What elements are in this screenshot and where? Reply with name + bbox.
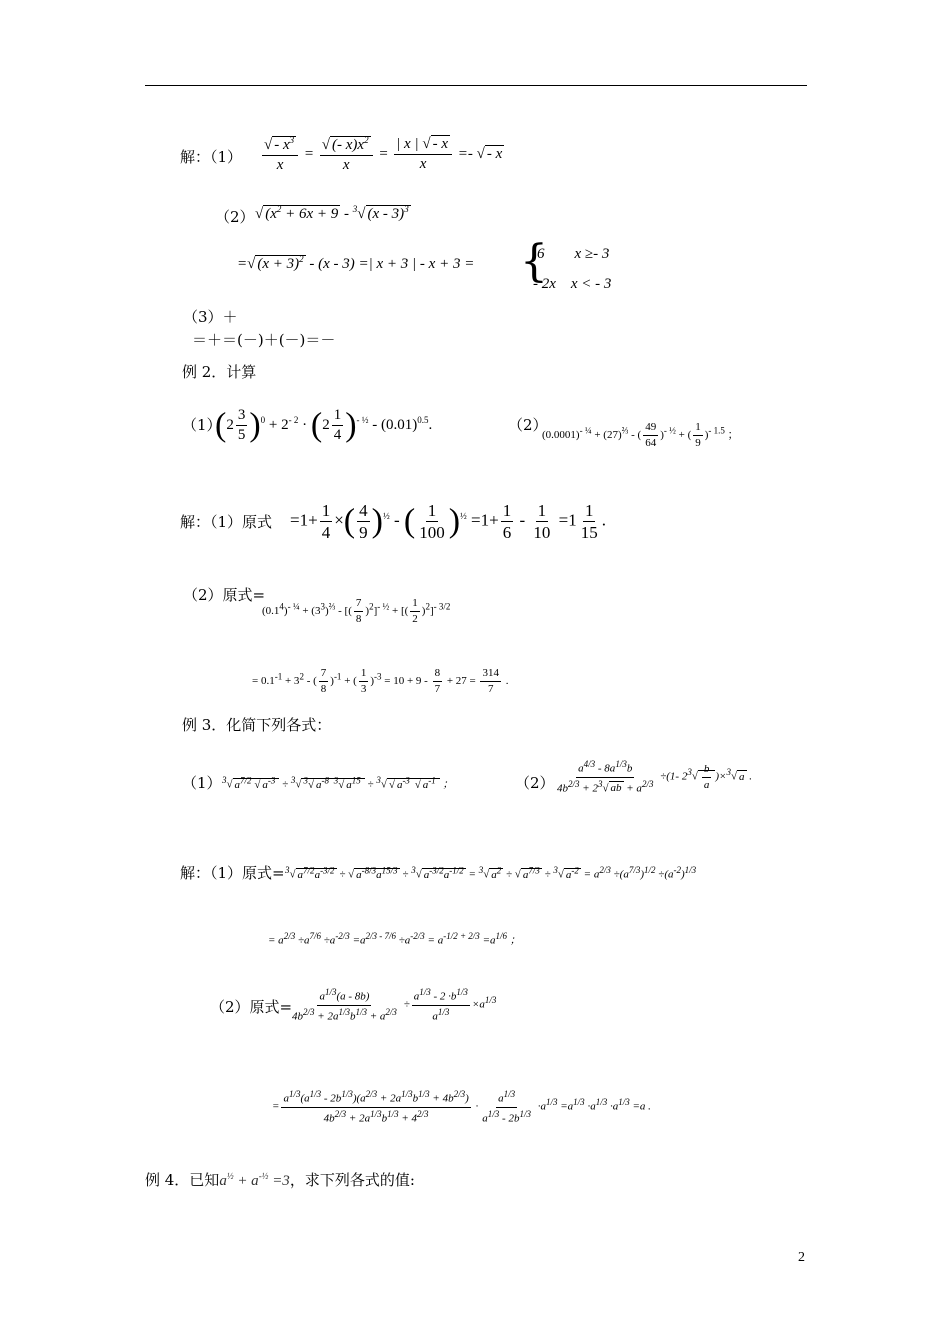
ex3-solution-1-label: 解：（1）原式= (180, 864, 285, 882)
example-4-title: 例 4．已知$a^{\frac{1}{2}} + a^{-\frac{1}{2}} =3$，求下列各式的值: (145, 1171, 415, 1189)
ex3-solution-2-label: （2）原式= (210, 998, 293, 1016)
solution-label: 解：（1） (180, 148, 243, 166)
ex2-part-2-label: （2） (508, 416, 548, 434)
ex2-solution-1-label: 解：（1）原式 (180, 513, 273, 531)
piecewise-case-1: 6 x ≥- 3 (537, 246, 610, 262)
example-2-title: 例 2．计算 (182, 363, 257, 381)
ex3-solution-2b: = $\frac{a^{1/3}(a^{1/3} - 2b^{1/3})(a^{2/3} + 2a^{1/3}b^{1/3} + 4b^{2/3})}{4b^{2/3} + 2a^{1/3}b^{1/3} + 4^{2/3}}$ · $\frac{a^{1/3}}{a^{1/3} - 2b^{1/3}}$ $\cdot a^{1/3} =a^{1/3} \cdot a^{1/3} \cdot a^{1/3} =a$ . (272, 1089, 651, 1125)
page-number: 2 (798, 1250, 805, 1265)
piecewise-case-2: - 2x x < - 3 (533, 276, 612, 292)
ex3-solution-1b: = $a^{2/3} \div a^{7/6} \div a^{-2/3} =a^{2/3 - 7/6} \div a^{-2/3} = a^{-1/2 + 2/3} =a^{1/6}$ ； (268, 931, 521, 947)
formula-2: √ ($x^2 + 6x + 9 - ^3√$ (x - 3)$^3$ (255, 204, 409, 222)
ex2-solution-2b: = $0.1^{-1} + 3^2$ - ( $\frac{7}{8}$ )$^{-1}$ + ( $\frac{1}{3}$ )$^{-3}$ = 10 + 9 - $\frac{8}{7}$ + 27 = $\frac{314}{7}$ . (252, 667, 509, 695)
ex2-solution-2-label: （2）原式= (183, 586, 266, 604)
ex2-solution-2a: $(0.1^4)^{- \frac{1}{4}} + (3^3)^{\frac{2}{3}}$ - [( $\frac{7}{8}$ )$^2$]$^{- \frac{1}{2}}$ + [( $\frac{1}{2}$ )$^2$]$^{- 3/2}$ (262, 597, 451, 625)
part-3-line-2: ＝＋＝(－)＋(－)＝－ (192, 331, 336, 349)
ex2-solution-1: =1+ $\frac{1}{4}$ ×( $\frac{4}{9}$ )$^{\frac{1}{2}}$ - ( $\frac{1}{100}$ )$^{\frac{1}{2}}$ =1+ $\frac{1}{6}$ - $\frac{1}{10}$ =1 $\frac{1}{15}$ . (290, 501, 606, 542)
example-3-title: 例 3．化简下列各式： (182, 716, 332, 734)
part-2-label: （2） (215, 208, 255, 226)
ex3-formula-2: $\frac{a^{4/3} - 8a^{1/3}b}{4b^{2/3} + 2^3√ ab + a^{2/3}}$ ÷(1- $2^3√$ $\frac{b}{a}$ )×$^3$√ a . (557, 759, 753, 795)
header-rule (145, 85, 807, 86)
ex3-formula-1: $^3$√ $a^{7/2}$ √ $a^{-3} \div ^3√$ $^3$√ $a^{-8}$ $^3$√ $a^{15} \div ^3√$ √ $a^{-3}$ √ $a^{-1}$ ； (222, 775, 454, 791)
ex2-formula-1: (2 $\frac{3}{5}$ )$^0 + 2^{- 2} \cdot (2$ $\frac{1}{4}$ )$^{- \frac{1}{2}} - (0.01)^{0.5}$. (215, 406, 433, 444)
formula-1: $\frac{√ - x^3}{x}$ = $\frac{√ (- x)x^2}{x}$ = $\frac{| x | √ - x}{x}$ =- √ - x (264, 135, 503, 173)
ex3-part-1-label: （1） (182, 774, 222, 792)
ex3-part-2-label: （2） (515, 774, 555, 792)
ex3-solution-1a: $^3$√ $a^{7/2}a^{-3/2}$ ÷ √ $a^{-8/3}a^{15/3} \div ^3√$ $a^{-3/2}a^{-1/2} = ^3√$ $a^2$ ÷ √ $a^{7/3} \div ^3√$ $a^{-2} = a^{2/3} \div(a^{7/3})^{1/2} \div(a^{-2})^{1/3}$ (285, 865, 697, 881)
formula-2b: =√ $(x + 3)^2 - (x - 3)$ =| x + 3 | - x + 3 = (237, 254, 475, 272)
ex2-formula-2: $(0.0001)^{- \frac{1}{4}} + (27)^{\frac{2}{3}}$ - ( $\frac{49}{64}$ )$^{- \frac{1}{2}}$ + ( $\frac{1}{9}$ )$^{- 1.5}$ ； (542, 421, 739, 449)
piecewise-brace: { (520, 236, 548, 287)
ex2-part-1-label: （1） (182, 416, 222, 434)
part-3-line: （3）＋ (183, 308, 238, 326)
ex3-solution-2a: $\frac{a^{1/3}(a - 8b)}{4b^{2/3} + 2a^{1/3}b^{1/3} + a^{2/3}}$ ÷ $\frac{a^{1/3} - 2 \cdot b^{1/3}}{a^{1/3}}$ $\times a^{1/3}$ (292, 987, 497, 1023)
